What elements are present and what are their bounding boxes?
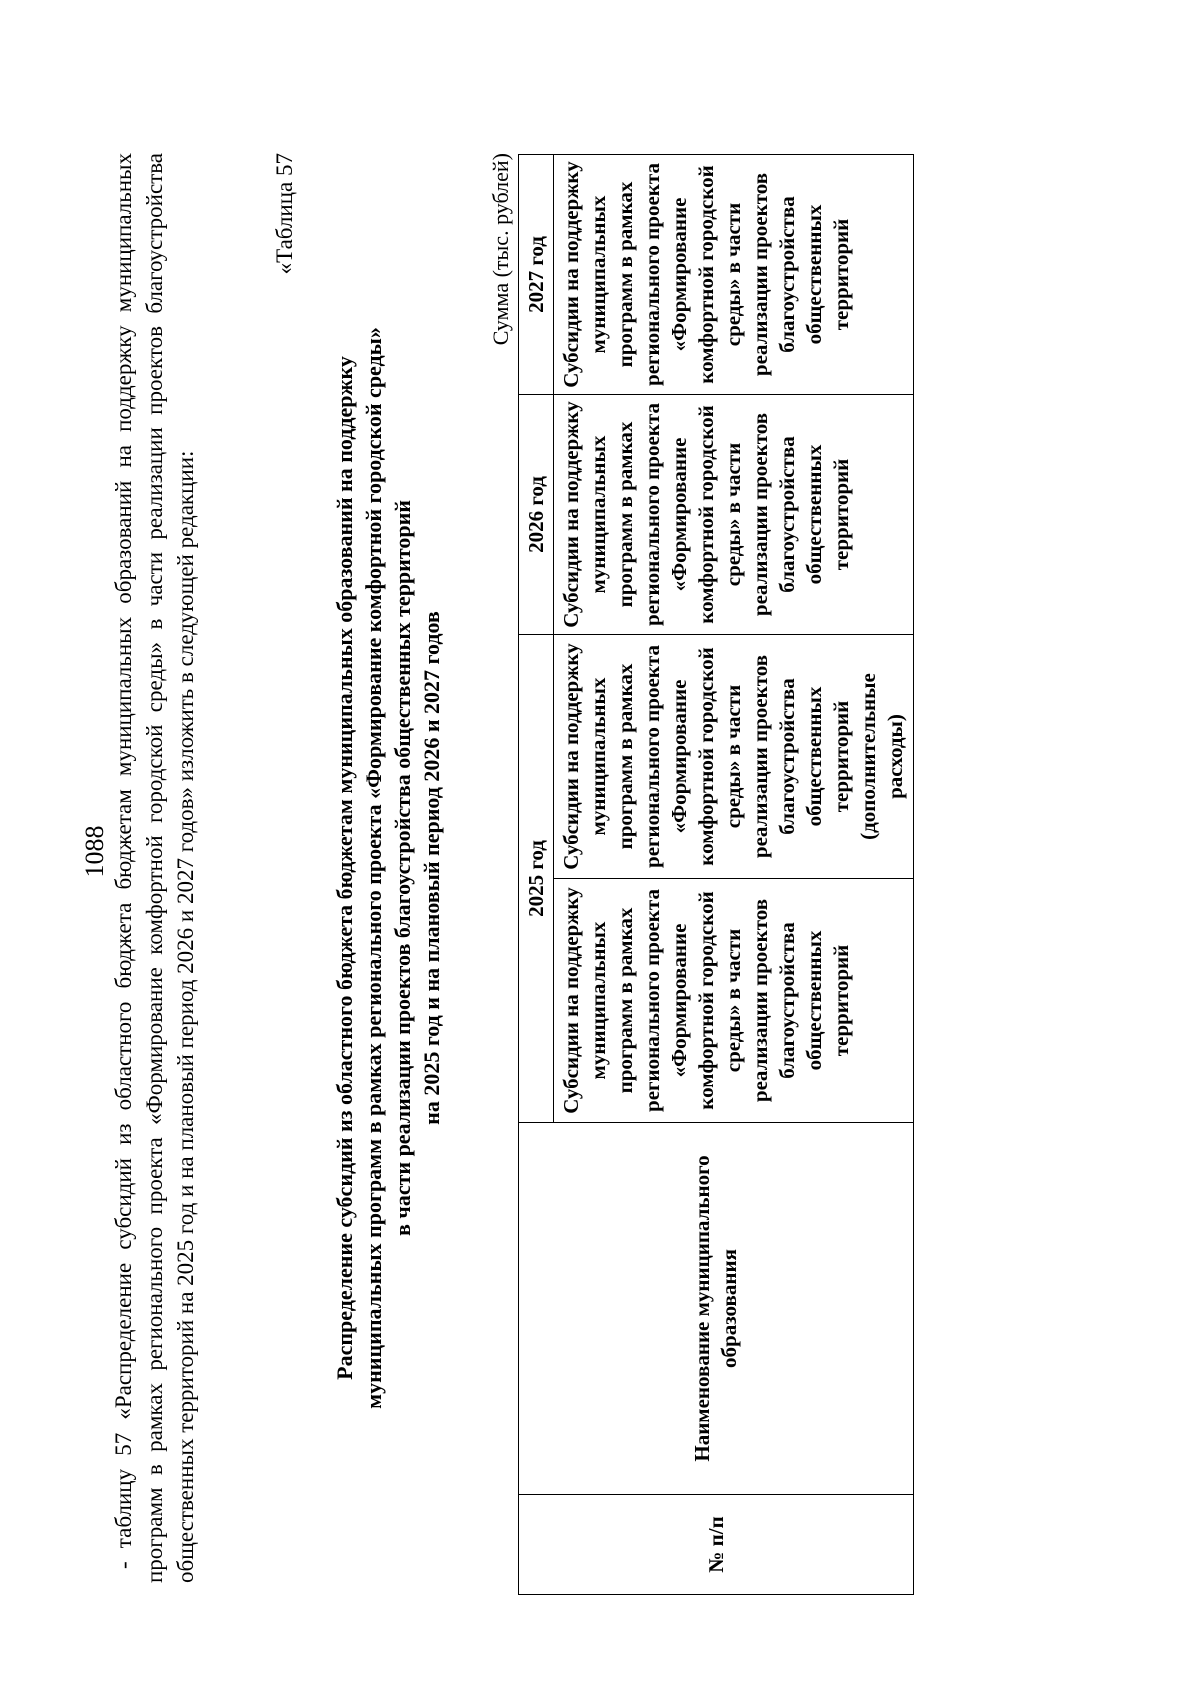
- table-reference: «Таблица 57: [272, 153, 297, 275]
- col-number-header: № п/п: [519, 1495, 914, 1595]
- title-line: на 2025 год и на плановый период 2026 и 2027 годов: [419, 611, 444, 1125]
- desc-2025-additional: Субсидии на поддержку муниципальных программ в рамках регионального проекта «Формирование комфортной городской среды» в части реализации проектов благоустройства общественных территорий (дополнительные расходы): [554, 635, 914, 879]
- title-line: в части реализации проектов благоустройства общественных территорий: [390, 500, 415, 1236]
- desc-2025-main: Субсидии на поддержку муниципальных программ в рамках регионального проекта «Формирование комфортной городской среды» в части реализации проектов благоустройства общественных территорий: [554, 879, 914, 1123]
- title-line: муниципальных программ в рамках регионального проекта «Формирование комфортной городской среды»: [361, 327, 386, 1409]
- header-row-years: [519, 155, 554, 1595]
- table-title: [330, 153, 446, 1583]
- desc-2026: Субсидии на поддержку муниципальных программ в рамках регионального проекта «Формирование комфортной городской среды» в части реализации проектов благоустройства общественных территорий: [554, 395, 914, 635]
- subsidy-table: [518, 154, 914, 1595]
- page-number: 1088: [80, 825, 109, 878]
- year-2026-header: 2026 год: [519, 395, 554, 635]
- title-line: Распределение субсидий из областного бюджета бюджетам муниципальных образований на поддержку: [332, 356, 357, 1380]
- year-2025-header: 2025 год: [519, 635, 554, 1123]
- intro-paragraph: - таблицу 57 «Распределение субсидий из областного бюджета бюджетам муниципальных образований на поддержку муниципальных программ в рамках регионального проекта «Формирование комфортной городской среды» в части реализации проектов благоустройства общественных территорий на 2025 год и на плановый период 2026 и 2027 годов» изложить в следующей редакции:: [111, 153, 198, 1583]
- units-label: Сумма (тыс. рублей): [488, 153, 513, 346]
- year-2027-header: 2027 год: [519, 155, 554, 395]
- col-name-header: Наименование муниципального образования: [519, 1123, 914, 1495]
- desc-2027: Субсидии на поддержку муниципальных программ в рамках регионального проекта «Формирование комфортной городской среды» в части реализации проектов благоустройства общественных территорий: [554, 155, 914, 395]
